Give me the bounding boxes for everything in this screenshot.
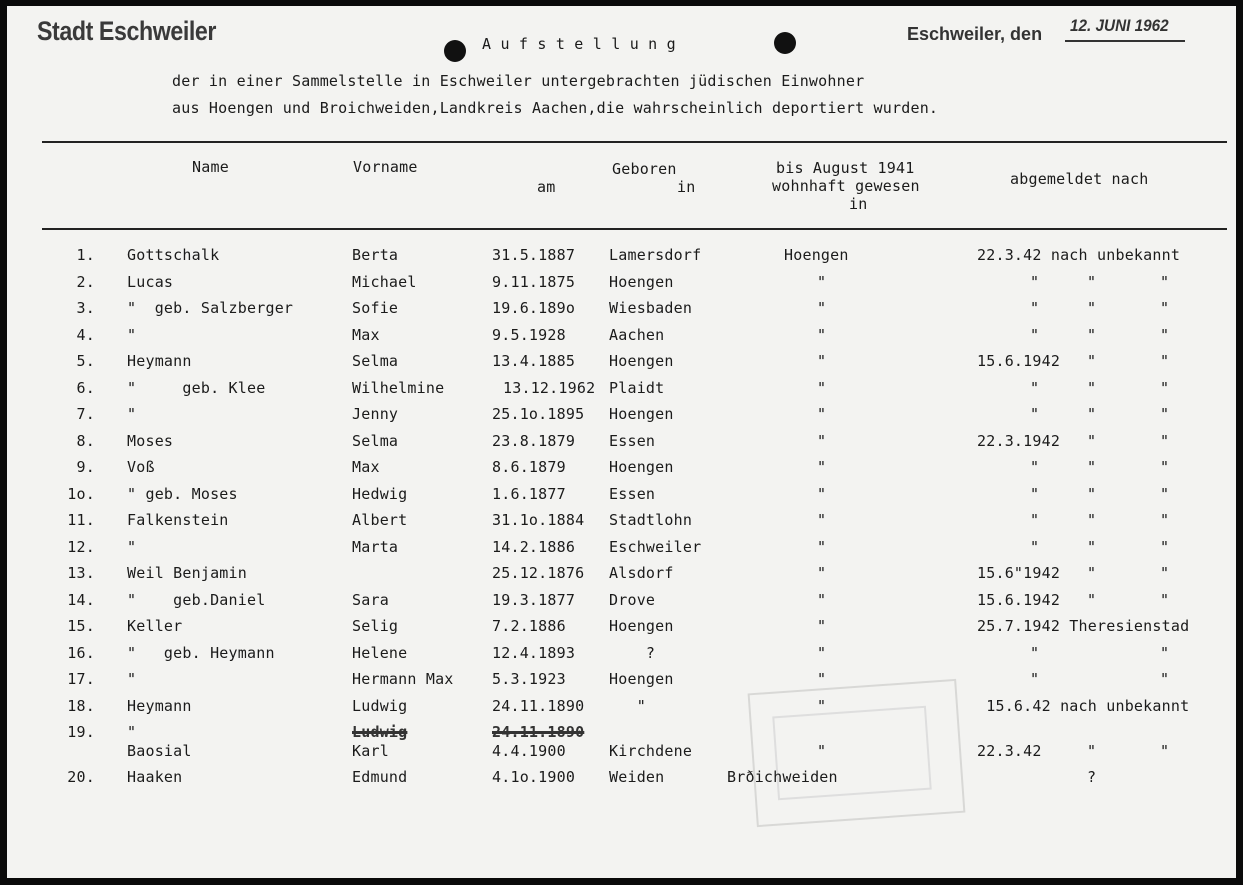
- row-residence: ": [817, 742, 827, 760]
- row-deregistered-2: ": [1087, 742, 1097, 760]
- row-born-date: 19.3.1877: [492, 591, 576, 609]
- row-name: ": [127, 670, 137, 688]
- row-deregistered-1: ": [1030, 511, 1040, 529]
- row-deregistered-2: ": [1087, 273, 1097, 291]
- row-residence: ": [817, 511, 827, 529]
- row-name: Weil Benjamin: [127, 564, 247, 582]
- row-name: ": [127, 723, 137, 741]
- row-number: 20.: [67, 768, 95, 786]
- row-number: 19.: [67, 723, 95, 741]
- col-header-wohnhaft-2: wohnhaft gewesen: [772, 177, 920, 195]
- row-deregistered-2: ": [1087, 511, 1097, 529]
- row-born-date: 4.4.1900: [492, 742, 566, 760]
- row-name: Haaken: [127, 768, 183, 786]
- row-number: 2.: [76, 273, 95, 291]
- date-underline: [1065, 40, 1185, 42]
- row-vorname: Selma: [352, 432, 399, 450]
- row-born-date: 19.6.189o: [492, 299, 576, 317]
- col-header-wohnhaft-1: bis August 1941: [776, 159, 915, 177]
- header-bottom-rule: [42, 228, 1227, 230]
- row-name: " geb. Klee: [127, 379, 266, 397]
- row-deregistered-2: ": [1087, 405, 1097, 423]
- row-number: 13.: [67, 564, 95, 582]
- row-deregistered-3: ": [1160, 511, 1170, 529]
- row-residence: ": [817, 273, 827, 291]
- row-vorname: Albert: [352, 511, 408, 529]
- row-born-place: ": [609, 697, 646, 715]
- row-born-date: 5.3.1923: [492, 670, 566, 688]
- row-born-date: 31.1o.1884: [492, 511, 585, 529]
- row-deregistered-1: ": [1030, 485, 1040, 503]
- row-born-place: Stadtlohn: [609, 511, 693, 529]
- row-deregistered-1: 15.6"1942: [977, 564, 1061, 582]
- row-deregistered-2: ": [1087, 299, 1097, 317]
- row-number: 8.: [76, 432, 95, 450]
- row-born-place: Hoengen: [609, 458, 674, 476]
- row-born-place: Lamersdorf: [609, 246, 702, 264]
- row-residence: ": [817, 617, 827, 635]
- row-born-place: Wiesbaden: [609, 299, 693, 317]
- row-name: " geb.Daniel: [127, 591, 266, 609]
- intro-line-2: aus Hoengen und Broichweiden,Landkreis Aachen,die wahrscheinlich deportiert wurden.: [172, 99, 939, 117]
- row-deregistered-1: 15.6.1942: [977, 591, 1061, 609]
- row-born-date: 13.12.1962: [503, 379, 596, 397]
- row-vorname: Berta: [352, 246, 399, 264]
- col-header-geboren: Geboren: [612, 160, 677, 178]
- row-born-date: 25.12.1876: [492, 564, 585, 582]
- row-name: " geb. Heymann: [127, 644, 275, 662]
- row-deregistered-1: ": [1030, 405, 1040, 423]
- row-vorname: Hedwig: [352, 485, 408, 503]
- row-deregistered-2: ?: [1087, 768, 1097, 786]
- row-deregistered-1: 22.3.1942: [977, 432, 1061, 450]
- row-residence: ": [817, 405, 827, 423]
- letterhead: Stadt Eschweiler: [37, 16, 216, 46]
- intro-line-1: der in einer Sammelstelle in Eschweiler untergebrachten jüdischen Einwohner: [172, 72, 865, 90]
- row-deregistered-3: ": [1160, 670, 1170, 688]
- row-born-place: Hoengen: [609, 273, 674, 291]
- row-vorname: Karl: [352, 742, 389, 760]
- row-deregistered-2: ": [1087, 485, 1097, 503]
- row-residence: ": [817, 538, 827, 556]
- row-deregistered-3: ": [1160, 405, 1170, 423]
- row-vorname: Selma: [352, 352, 399, 370]
- row-number: 3.: [76, 299, 95, 317]
- row-deregistered-1: 25.7.1942 Theresienstad: [977, 617, 1190, 635]
- row-vorname: Sara: [352, 591, 389, 609]
- row-residence: ": [817, 697, 827, 715]
- row-vorname: Helene: [352, 644, 408, 662]
- row-deregistered-3: ": [1160, 352, 1170, 370]
- row-vorname: Edmund: [352, 768, 408, 786]
- row-deregistered-3: ": [1160, 591, 1170, 609]
- row-number: 1.: [76, 246, 95, 264]
- row-born-place: Kirchdene: [609, 742, 693, 760]
- col-header-name: Name: [192, 158, 229, 176]
- row-deregistered-3: ": [1160, 379, 1170, 397]
- row-born-place: Hoengen: [609, 352, 674, 370]
- date-value: 12. JUNI 1962: [1070, 16, 1169, 35]
- row-residence: ": [817, 644, 827, 662]
- row-number: 11.: [67, 511, 95, 529]
- row-vorname: Max: [352, 326, 380, 344]
- row-deregistered-2: ": [1087, 564, 1097, 582]
- row-residence: ": [817, 591, 827, 609]
- row-vorname: Max: [352, 458, 380, 476]
- row-born-place: Hoengen: [609, 617, 674, 635]
- row-deregistered-1: 22.3.42 nach unbekannt: [977, 246, 1181, 264]
- row-vorname: Ludwig: [352, 723, 408, 741]
- row-vorname: Jenny: [352, 405, 399, 423]
- row-residence: ": [817, 379, 827, 397]
- row-deregistered-3: ": [1160, 742, 1170, 760]
- row-born-date: 12.4.1893: [492, 644, 576, 662]
- row-born-date: 14.2.1886: [492, 538, 576, 556]
- row-number: 5.: [76, 352, 95, 370]
- row-name: Voß: [127, 458, 155, 476]
- row-born-date: 9.5.1928: [492, 326, 566, 344]
- row-number: 6.: [76, 379, 95, 397]
- row-name: " geb. Moses: [127, 485, 238, 503]
- row-deregistered-1: ": [1030, 538, 1040, 556]
- row-number: 4.: [76, 326, 95, 344]
- row-deregistered-2: ": [1087, 379, 1097, 397]
- row-number: 16.: [67, 644, 95, 662]
- row-born-place: Hoengen: [609, 670, 674, 688]
- row-born-date: 8.6.1879: [492, 458, 566, 476]
- row-residence: ": [817, 299, 827, 317]
- row-name: Baosial: [127, 742, 192, 760]
- row-residence: ": [817, 564, 827, 582]
- row-deregistered-2: ": [1087, 432, 1097, 450]
- row-born-date: 13.4.1885: [492, 352, 576, 370]
- row-born-date: 23.8.1879: [492, 432, 576, 450]
- row-born-place: Aachen: [609, 326, 665, 344]
- row-vorname: Sofie: [352, 299, 399, 317]
- row-born-date: 7.2.1886: [492, 617, 566, 635]
- row-deregistered-3: ": [1160, 273, 1170, 291]
- row-born-place: ?: [609, 644, 656, 662]
- faded-stamp-inner: [772, 706, 931, 801]
- place-date: [907, 16, 1187, 50]
- row-born-place: Hoengen: [609, 405, 674, 423]
- row-born-place: Essen: [609, 432, 656, 450]
- row-deregistered-1: ": [1030, 273, 1040, 291]
- row-deregistered-3: ": [1160, 538, 1170, 556]
- row-born-date: 1.6.1877: [492, 485, 566, 503]
- punch-hole-icon: [444, 40, 466, 62]
- row-deregistered-3: ": [1160, 564, 1170, 582]
- row-deregistered-2: ": [1087, 458, 1097, 476]
- row-deregistered-2: ": [1087, 591, 1097, 609]
- row-number: 15.: [67, 617, 95, 635]
- row-number: 7.: [76, 405, 95, 423]
- row-name: Keller: [127, 617, 183, 635]
- row-deregistered-3: ": [1160, 299, 1170, 317]
- row-number: 18.: [67, 697, 95, 715]
- row-number: 17.: [67, 670, 95, 688]
- row-deregistered-1: 15.6.1942: [977, 352, 1061, 370]
- row-residence: ": [817, 485, 827, 503]
- row-born-place: Alsdorf: [609, 564, 674, 582]
- row-residence: ": [817, 352, 827, 370]
- place-label: Eschweiler, den: [907, 24, 1043, 44]
- row-name: ": [127, 405, 137, 423]
- row-deregistered-3: ": [1160, 326, 1170, 344]
- row-deregistered-1: 15.6.42 nach unbekannt: [977, 697, 1190, 715]
- row-deregistered-3: ": [1160, 432, 1170, 450]
- row-residence: ": [817, 432, 827, 450]
- row-vorname: Hermann Max: [352, 670, 454, 688]
- row-born-date: 24.11.1890: [492, 723, 585, 741]
- row-residence: ": [817, 670, 827, 688]
- header-top-rule: [42, 141, 1227, 143]
- row-born-date: 31.5.1887: [492, 246, 576, 264]
- row-residence: Hoengen: [784, 246, 849, 264]
- col-header-abgemeldet: abgemeldet nach: [1010, 170, 1149, 188]
- row-name: Lucas: [127, 273, 174, 291]
- row-deregistered-1: ": [1030, 326, 1040, 344]
- row-deregistered-3: ": [1160, 485, 1170, 503]
- row-number: 1o.: [67, 485, 95, 503]
- row-deregistered-1: ": [1030, 670, 1040, 688]
- col-header-vorname: Vorname: [353, 158, 418, 176]
- row-vorname: Michael: [352, 273, 417, 291]
- row-vorname: Selig: [352, 617, 399, 635]
- row-deregistered-2: ": [1087, 538, 1097, 556]
- row-name: Heymann: [127, 352, 192, 370]
- row-born-place: Essen: [609, 485, 656, 503]
- row-deregistered-3: ": [1160, 644, 1170, 662]
- row-deregistered-1: ": [1030, 379, 1040, 397]
- col-header-am: am: [537, 178, 556, 196]
- row-deregistered-1: ": [1030, 644, 1040, 662]
- row-deregistered-1: 22.3.42: [977, 742, 1042, 760]
- row-born-place: Weiden: [609, 768, 665, 786]
- row-born-date: 9.11.1875: [492, 273, 576, 291]
- col-header-in: in: [677, 178, 696, 196]
- row-name: Moses: [127, 432, 174, 450]
- row-residence: ": [817, 326, 827, 344]
- row-name: " geb. Salzberger: [127, 299, 294, 317]
- row-residence: Brðichweiden: [727, 768, 838, 786]
- row-deregistered-1: ": [1030, 299, 1040, 317]
- row-deregistered-1: ": [1030, 458, 1040, 476]
- row-name: Heymann: [127, 697, 192, 715]
- row-vorname: Wilhelmine: [352, 379, 445, 397]
- row-number: 9.: [76, 458, 95, 476]
- row-deregistered-3: ": [1160, 458, 1170, 476]
- row-born-place: Plaidt: [609, 379, 665, 397]
- document-sheet: [7, 6, 1236, 878]
- row-deregistered-2: ": [1087, 326, 1097, 344]
- col-header-wohnhaft-3: in: [849, 195, 868, 213]
- row-born-place: Eschweiler: [609, 538, 702, 556]
- row-vorname: Ludwig: [352, 697, 408, 715]
- row-born-date: 25.1o.1895: [492, 405, 585, 423]
- row-vorname: Marta: [352, 538, 399, 556]
- row-name: ": [127, 326, 137, 344]
- row-name: Falkenstein: [127, 511, 229, 529]
- document-title: A u f s t e l l u n g: [482, 35, 676, 53]
- row-born-date: 24.11.1890: [492, 697, 585, 715]
- row-deregistered-2: ": [1087, 352, 1097, 370]
- row-number: 12.: [67, 538, 95, 556]
- row-name: ": [127, 538, 137, 556]
- row-residence: ": [817, 458, 827, 476]
- row-born-place: Drove: [609, 591, 656, 609]
- row-name: Gottschalk: [127, 246, 220, 264]
- row-born-date: 4.1o.1900: [492, 768, 576, 786]
- punch-hole-icon: [774, 32, 796, 54]
- row-number: 14.: [67, 591, 95, 609]
